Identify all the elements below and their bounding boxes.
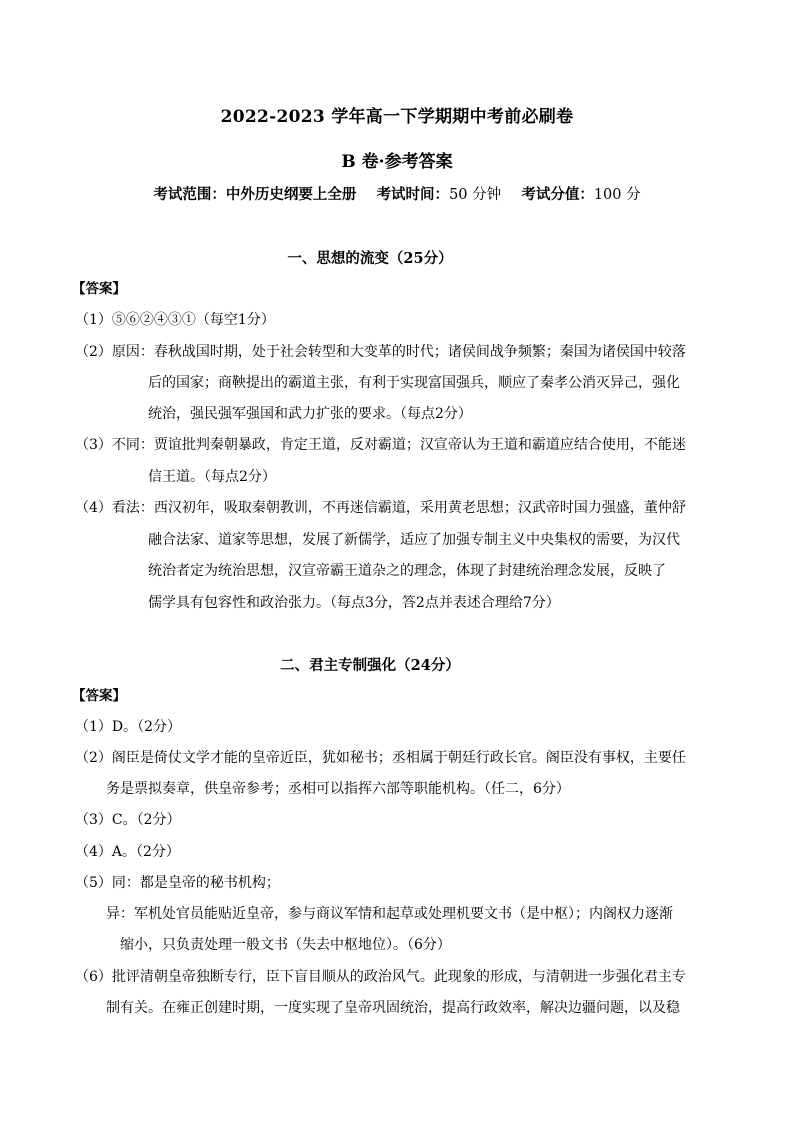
answer-line: 务是票拟奏章，供皇帝参考；丞相可以指挥六部等职能机构。（任二，6分）	[106, 781, 570, 797]
exam-info	[0, 183, 794, 204]
answer-line: 统治者定为统治思想，汉宣帝霸王道杂之的理念，体现了封建统治理念发展，反映了	[148, 563, 666, 579]
answer-line: （1）D。（2分）	[75, 719, 182, 735]
time-label: 考试时间：	[376, 186, 450, 203]
score-value: 100 分	[593, 187, 641, 203]
answer-line: （3）不同：贾谊批判秦朝暴政，肯定王道，反对霸道；汉宣帝认为王道和霸道应结合使用，不能迷	[75, 437, 686, 453]
answer-line: （3）C。（2分）	[75, 812, 181, 828]
section2-answer-tag: 【答案】	[72, 688, 126, 704]
scope-value: 中外历史纲要上全册	[225, 186, 357, 203]
section1-answer-tag: 【答案】	[72, 281, 126, 297]
answer-line: 后的国家；商鞅提出的霸道主张，有利于实现富国强兵，顺应了秦孝公消灭异己，强化	[148, 375, 680, 391]
answer-line: 儒学具有包容性和政治张力。（每点3分，答2点并表述合理给7分）	[148, 595, 560, 611]
document-subtitle: B 卷·参考答案	[341, 152, 453, 172]
answer-line: 统治，强民强军强国和武力扩张的要求。（每点2分）	[148, 406, 472, 422]
section2-title: 二、君主专制强化（24分）	[280, 657, 460, 674]
answer-line: （2）阁臣是倚仗文学才能的皇帝近臣，犹如秘书；丞相属于朝廷行政长官。阁臣没有事权，主要任	[75, 750, 686, 766]
answer-line: （2）原因：春秋战国时期，处于社会转型和大变革的时代；诸侯间战争频繁；秦国为诸侯国中较落	[75, 344, 686, 360]
section1-title: 一、思想的流变（25分）	[287, 250, 453, 267]
answer-line: 融合法家、道家等思想，发展了新儒学，适应了加强专制主义中央集权的需要，为汉代	[148, 532, 680, 548]
answer-line: （4）看法：西汉初年，吸取秦朝教训，不再迷信霸道，采用黄老思想；汉武帝时国力强盛，董仲舒	[75, 500, 686, 516]
answer-line: 缩小，只负责处理一般文书（失去中枢地位）。（6分）	[120, 937, 451, 953]
answer-line: 制有关。在雍正创建时期，一度实现了皇帝巩固统治，提高行政效率，解决边疆问题，以及稳	[106, 1000, 680, 1016]
score-label: 考试分值：	[521, 186, 594, 203]
answer-line: （4）A。（2分）	[75, 844, 180, 860]
time-value: 50 分钟	[449, 187, 502, 203]
scope-label: 考试范围：	[153, 186, 226, 203]
answer-line: 异：军机处官员能贴近皇帝，参与商议军情和起草或处理机要文书（是中枢）；内阁权力逐渐	[106, 906, 673, 922]
document-title: 2022-2023 学年高一下学期期中考前必刷卷	[220, 107, 574, 127]
answer-line: （6）批评清朝皇帝独断专行，臣下盲目顺从的政治风气。此现象的形成，与清朝进一步强化君主专	[75, 969, 686, 985]
answer-line: 信王道。（每点2分）	[148, 469, 276, 485]
answer-line: （1）⑤⑥②④③①（每空1分）	[75, 312, 275, 328]
answer-line: （5）同：都是皇帝的秘书机构；	[75, 875, 280, 891]
